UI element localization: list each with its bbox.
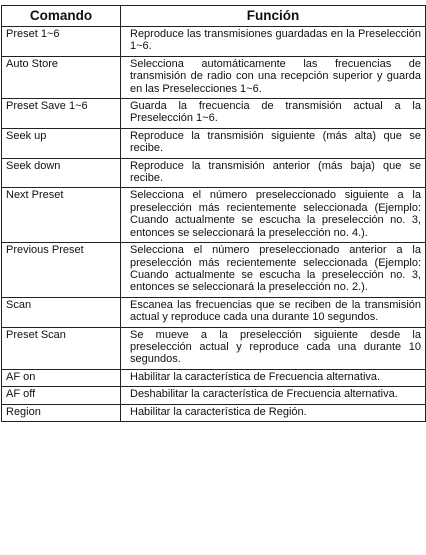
table-row [2, 327, 426, 369]
command-cell: Preset Scan [2, 327, 121, 369]
function-cell: Guarda la frecuencia de transmisión actual a la Preselección 1~6. [121, 99, 426, 129]
column-header-command: Comando [2, 6, 121, 27]
function-cell: Habilitar la característica de Frecuencia alternativa. [121, 369, 426, 386]
function-cell: Reproduce las transmisiones guardadas en la Preselección 1~6. [121, 27, 426, 57]
command-cell: Preset Save 1~6 [2, 99, 121, 129]
command-cell: Scan [2, 297, 121, 327]
function-cell: Se mueve a la preselección siguiente desde la preselección actual y reproduce cada una durante 10 segundos. [121, 327, 426, 369]
command-cell: Preset 1~6 [2, 27, 121, 57]
command-cell: Seek down [2, 158, 121, 188]
function-cell: Reproduce la transmisión anterior (más baja) que se recibe. [121, 158, 426, 188]
function-cell: Selecciona el número preseleccionado siguiente a la preselección más recientemente seleccionada (Ejemplo: Cuando actualmente se escucha la preselección no. 3, entonces se seleccionará la preselección no. 4.). [121, 188, 426, 243]
function-cell: Habilitar la característica de Región. [121, 404, 426, 421]
column-header-function: Función [121, 6, 426, 27]
function-cell: Selecciona automáticamente las frecuencias de transmisión de radio con una recepción superior y guarda en las Preselecciones 1~6. [121, 56, 426, 98]
table-row [2, 27, 426, 57]
table-row [2, 297, 426, 327]
table-row [2, 387, 426, 404]
command-cell: Auto Store [2, 56, 121, 98]
table-row [2, 99, 426, 129]
table-row [2, 369, 426, 386]
table-row [2, 404, 426, 421]
function-cell: Escanea las frecuencias que se reciben de la transmisión actual y reproduce cada una durante 10 segundos. [121, 297, 426, 327]
command-cell: Seek up [2, 128, 121, 158]
command-cell: AF on [2, 369, 121, 386]
command-table [1, 5, 426, 422]
table-row [2, 56, 426, 98]
function-cell: Deshabilitar la característica de Frecuencia alternativa. [121, 387, 426, 404]
command-cell: Previous Preset [2, 243, 121, 298]
table-header-row [2, 6, 426, 27]
command-cell: AF off [2, 387, 121, 404]
table-row [2, 128, 426, 158]
function-cell: Reproduce la transmisión siguiente (más alta) que se recibe. [121, 128, 426, 158]
table-row [2, 158, 426, 188]
table-row [2, 243, 426, 298]
command-cell: Next Preset [2, 188, 121, 243]
function-cell: Selecciona el número preseleccionado anterior a la preselección más recientemente seleccionada (Ejemplo: Cuando actualmente se escucha la preselección no. 3, entonces se seleccionará la preselección no. 2.). [121, 243, 426, 298]
command-cell: Region [2, 404, 121, 421]
table-row [2, 188, 426, 243]
